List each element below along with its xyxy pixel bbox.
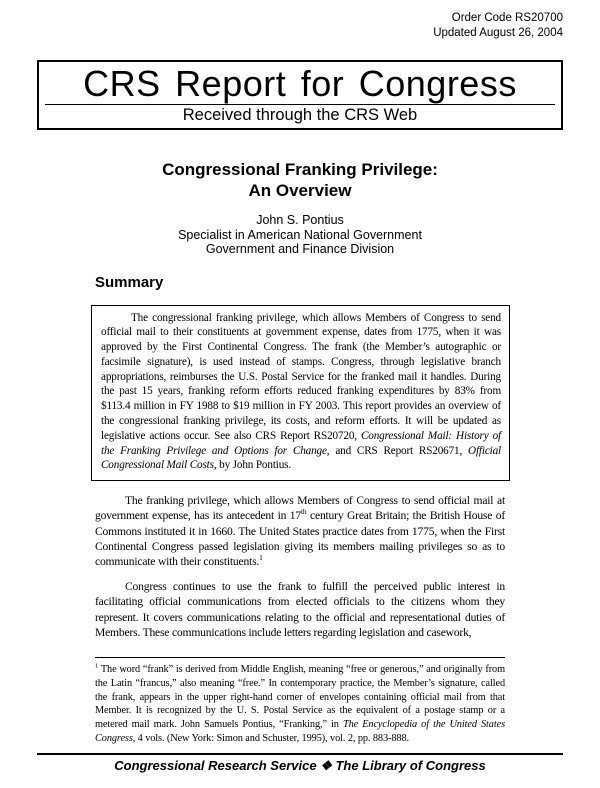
text-segment-italic: The Encyclopedia of the United States Congress, [95, 719, 505, 745]
body-paragraph-2: Congress continues to use the frank to fulfill the perceived public interest in facilitating official communications from elected officials to the citizens whom they represent. It covers communications relating to the official and representational duties of Members. These communications include letters regarding legislation and casework, [95, 580, 505, 639]
footnote-reference-mark: 1 [259, 553, 263, 563]
footer-right-text: The Library of Congress [335, 758, 486, 773]
footnote [95, 663, 505, 746]
banner-title: CRS Report for Congress [83, 63, 517, 104]
author-name: John S. Pontius [256, 213, 344, 227]
crs-banner-box [37, 60, 563, 130]
summary-box [91, 305, 510, 482]
header-meta [0, 11, 563, 40]
text-segment: The congressional franking privilege, which allows Members of Congress to send official mail to their constituents at government expense, dates from 1775, when it was approved by the First Continental Congress. The frank (the Member’s autographic or facsimile signature), is used instead of stamps. Congress, through legislative branch appropriations, reimburses the U.S. Postal Service for the franked mail it handles. During the past 15 years, franking reform efforts reduced franking expenditures by 83% from $113.4 million in FY 1988 to $19 million in FY 2003. This report provides an overview of the congressional franking privilege, its costs, and reform efforts. It will be updated as legislative actions occur. See also CRS Report RS20720, [101, 311, 501, 442]
body-paragraph-1 [95, 493, 505, 569]
author-division: Government and Finance Division [205, 242, 395, 256]
text-segment-italic: Congressional Mail: History of the Franking Privilege and Options for Change, [101, 429, 501, 457]
footer-left-text: Congressional Research Service [114, 758, 317, 773]
report-title [0, 159, 600, 201]
text-segment: century Great Britain; the British House of Commons instituted it in 1660. The United States practice dates from 1775, when the First Continental Congress passed legislation giving its members mailing privileges so as to communicate with their constituents. [95, 509, 505, 569]
footer-text [37, 755, 563, 773]
report-title-line2: An Overview [248, 181, 352, 200]
text-segment: and CRS Report RS20671, [329, 444, 469, 457]
ordinal-superscript: th [301, 507, 307, 517]
author-title: Specialist in American National Government [178, 227, 422, 242]
text-segment: The word “frank” is derived from Middle English, meaning “free or generous,” and originally from the Latin “francus,” also meaning “free.” In contemporary practice, the Member’s signature, called the frank, appears in the upper right-hand corner of envelopes containing official mail from that Member. It is recognized by the U. S. Postal Service as the equivalent of a postage stamp or a metered mail mark. John Samuels Pontius, “Franking,” in [95, 664, 505, 731]
page-footer [37, 753, 563, 773]
report-title-line1: Congressional Franking Privilege: [162, 160, 438, 179]
order-code-text: Order Code RS20700 [451, 12, 563, 24]
author-block [0, 213, 600, 257]
text-segment: The franking privilege, which allows Members of Congress to send official mail at government expense, has its antecedent in 17 [95, 494, 505, 523]
text-segment: by John Pontius. [216, 459, 292, 472]
footnote-separator [95, 657, 505, 658]
summary-text [101, 311, 501, 474]
summary-heading: Summary [95, 273, 164, 291]
diamond-icon: ❖ [320, 758, 332, 773]
text-segment-italic: Official Congressional Mail Costs, [101, 444, 501, 472]
footnote-number: 1 [95, 662, 99, 670]
updated-date-text: Updated August 26, 2004 [433, 26, 563, 39]
text-segment: 4 vols. (New York: Simon and Schuster, 1995), vol. 2, pp. 883-888. [135, 733, 409, 745]
banner-subtitle: Received through the CRS Web [182, 106, 418, 124]
